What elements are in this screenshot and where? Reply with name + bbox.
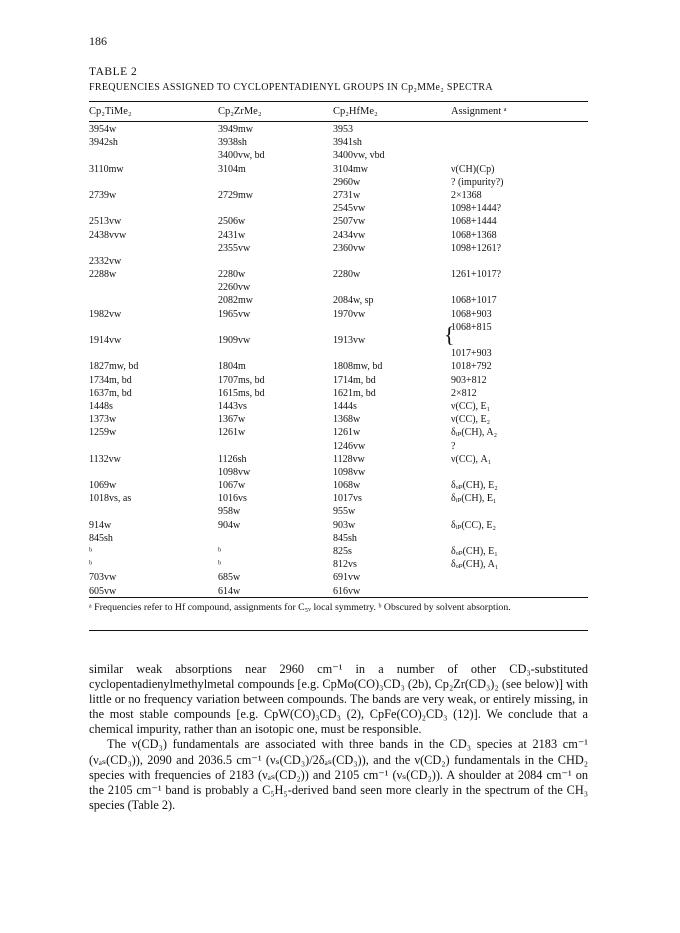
table-cell: 825s bbox=[333, 546, 352, 557]
table-row bbox=[89, 124, 588, 137]
table-cell: 1621m, bd bbox=[333, 387, 376, 399]
table-cell: 1068+1444 bbox=[451, 216, 497, 228]
table-cell: 1368w bbox=[333, 414, 361, 426]
table-cell: 3954w bbox=[89, 124, 117, 135]
table-cell: 2360vw bbox=[333, 242, 366, 254]
table-cell: 3400vw, bd bbox=[218, 150, 265, 162]
table-row bbox=[89, 190, 588, 203]
table-cell: 2332vw bbox=[89, 255, 122, 267]
table-cell: ? bbox=[451, 440, 456, 452]
table-cell: 2084w, sp bbox=[333, 295, 374, 307]
table-cell: 2434vw bbox=[333, 229, 366, 241]
table-cell: ᵇ bbox=[218, 559, 222, 571]
table-row bbox=[89, 256, 588, 269]
table-bottom-rule bbox=[89, 597, 588, 598]
table-cell: 1098vw bbox=[218, 466, 251, 478]
table-row bbox=[89, 520, 588, 533]
table-cell: 2739w bbox=[89, 189, 117, 201]
table-cell: 1913vw bbox=[333, 335, 366, 346]
table-cell: 2438vvw bbox=[89, 229, 127, 241]
table-cell: 1016vs bbox=[218, 493, 247, 505]
table-cell: 1068+903 bbox=[451, 308, 492, 320]
table-cell: 1734m, bd bbox=[89, 374, 132, 386]
table-cell: 1914vw bbox=[89, 335, 122, 346]
table-row bbox=[89, 493, 588, 506]
table-cell: 903+812 bbox=[451, 374, 487, 386]
table-cell: 2507vw bbox=[333, 216, 366, 228]
column-header-hf: Cp₂HfMe₂ bbox=[333, 106, 378, 117]
table-row bbox=[89, 388, 588, 401]
table-cell: 685w bbox=[218, 572, 241, 584]
table-label: TABLE 2 bbox=[89, 66, 138, 78]
column-header-zr: Cp₂ZrMe₂ bbox=[218, 106, 262, 117]
table-cell: 691vw bbox=[333, 572, 361, 584]
table-row bbox=[89, 177, 588, 190]
table-row bbox=[89, 348, 588, 361]
table-cell: 1069w bbox=[89, 480, 117, 492]
table-row bbox=[89, 164, 588, 177]
table-cell: 3941sh bbox=[333, 137, 362, 149]
table-row bbox=[89, 533, 588, 546]
table-row bbox=[89, 427, 588, 440]
table-cell: 1068+1368 bbox=[451, 229, 497, 241]
table-cell: 1261+1017? bbox=[451, 269, 502, 281]
table-footnote: ᵃ Frequencies refer to Hf compound, assignments for C₅ᵥ local symmetry. ᵇ Obscured by solvent absorption. bbox=[89, 602, 511, 613]
table-cell: 1367w bbox=[218, 414, 246, 426]
table-row bbox=[89, 572, 588, 585]
footnote-rule bbox=[89, 630, 588, 631]
table-cell: 1098+1261? bbox=[451, 242, 502, 254]
grouping-brace: { bbox=[444, 321, 455, 347]
table-cell: 1261w bbox=[333, 427, 361, 439]
table-row bbox=[89, 414, 588, 427]
table-cell: 1098vw bbox=[333, 466, 366, 478]
table-cell: 1261w bbox=[218, 427, 246, 439]
table-cell: 3938sh bbox=[218, 137, 247, 149]
table-cell: 955w bbox=[333, 506, 356, 518]
table-cell: δᵢₚ(CH), E₁ bbox=[451, 493, 497, 505]
table-cell: 2280w bbox=[218, 269, 246, 281]
table-cell: 2960w bbox=[333, 176, 361, 188]
table-cell: 1965vw bbox=[218, 308, 251, 320]
table-cell: ν(CC), A₁ bbox=[451, 453, 492, 465]
table-row bbox=[89, 137, 588, 150]
table-cell: 703vw bbox=[89, 572, 117, 584]
table-cell: 1827mw, bd bbox=[89, 361, 139, 373]
table-cell: 1246vw bbox=[333, 440, 366, 452]
table-row bbox=[89, 295, 588, 308]
table-top-rule bbox=[89, 101, 588, 102]
table-cell: 3104m bbox=[218, 163, 246, 175]
table-body bbox=[89, 124, 588, 599]
page-number: 186 bbox=[89, 34, 107, 48]
table-cell: 812vs bbox=[333, 559, 357, 571]
table-cell: 845sh bbox=[89, 532, 113, 544]
table-cell: 1444s bbox=[333, 400, 357, 412]
table-row bbox=[89, 243, 588, 256]
table-cell: 3942sh bbox=[89, 137, 118, 149]
table-cell: 1982vw bbox=[89, 308, 122, 320]
table-cell: 1707ms, bd bbox=[218, 374, 265, 386]
table-cell: ν(CC), E₁ bbox=[451, 400, 491, 412]
table-cell: 3953 bbox=[333, 124, 353, 135]
table-cell: 3110mw bbox=[89, 163, 124, 175]
table-cell: 1259w bbox=[89, 427, 117, 439]
table-cell: 605vw bbox=[89, 585, 117, 597]
table-cell: 2729mw bbox=[218, 189, 253, 201]
table-cell: 1067w bbox=[218, 480, 246, 492]
table-cell: 1017+903 bbox=[451, 348, 492, 360]
table-cell: 2431w bbox=[218, 229, 246, 241]
table-cell: 1637m, bd bbox=[89, 387, 132, 399]
table-row bbox=[89, 309, 588, 322]
body-paragraph: similar weak absorptions near 2960 cm⁻¹ in a number of other CD₃-substituted cyclopentadienylmethylmetal compounds [e.g. CpMo(CO)₃CD₃ (2b), Cp₂Zr(CD₃)₂ (see below)] with little or no frequency variation between compounds. The bands are very weak, or entirely missing, in the most stable compounds [e.g. CpW(CO)₃CD₃ (2), CpFe(CO)₂CD₃ (12)]. We conclude that a chemical impurity, rather than an isotopic one, must be responsible. bbox=[89, 662, 588, 737]
table-row bbox=[89, 480, 588, 493]
body-text bbox=[89, 662, 588, 813]
table-cell: 1068+1017 bbox=[451, 295, 497, 307]
table-row bbox=[89, 216, 588, 229]
table-cell: 1808mw, bd bbox=[333, 361, 383, 373]
table-row bbox=[89, 282, 588, 295]
table-row bbox=[89, 401, 588, 414]
table-cell: 2×812 bbox=[451, 387, 477, 399]
table-cell: ? (impurity?) bbox=[451, 176, 504, 188]
table-cell: 914w bbox=[89, 519, 112, 531]
table-cell: 903w bbox=[333, 519, 356, 531]
table-row bbox=[89, 559, 588, 572]
table-cell: 958w bbox=[218, 506, 241, 518]
table-cell: δₒₚ(CH), A₁ bbox=[451, 559, 499, 571]
table-row bbox=[89, 203, 588, 216]
table-cell: 845sh bbox=[333, 532, 357, 544]
table-header-row bbox=[89, 104, 588, 120]
body-paragraph: The ν(CD₃) fundamentals are associated with three bands in the CD₃ species at 2183 cm⁻¹ (νₐₛ(CD₃)), 2090 and 2036.5 cm⁻¹ (νₛ(CD₃)/2δₐₛ(CD₃)), and the ν(CD₂) fundamentals in the CHD₂ species with frequencies of 2183 (νₐₛ(CD₂)) and 2105 cm⁻¹ (νₛ(CD₂)). A shoulder at 2084 cm⁻¹ on the 2105 cm⁻¹ band is probably a C₅H₅-derived band seen more clearly in the spectrum of the CH₃ species (Table 2). bbox=[89, 737, 588, 812]
table-cell: 1615ms, bd bbox=[218, 387, 265, 399]
table-row bbox=[89, 335, 588, 348]
table-cell: 904w bbox=[218, 519, 241, 531]
table-cell: 2×1368 bbox=[451, 189, 482, 201]
table-row bbox=[89, 546, 588, 559]
table-cell: 2082mw bbox=[218, 295, 253, 307]
table-cell: 2513vw bbox=[89, 216, 122, 228]
table-cell: 1714m, bd bbox=[333, 374, 376, 386]
table-row bbox=[89, 150, 588, 163]
table-cell: 2288w bbox=[89, 269, 117, 281]
table-row bbox=[89, 361, 588, 374]
table-cell: 2506w bbox=[218, 216, 246, 228]
table-cell: 1068w bbox=[333, 480, 361, 492]
table-cell: 1018vs, as bbox=[89, 493, 132, 505]
table-cell: 1373w bbox=[89, 414, 117, 426]
table-row bbox=[89, 441, 588, 454]
table-cell: ν(CH)(Cp) bbox=[451, 163, 495, 175]
column-header-assignment: Assignment ᵃ bbox=[451, 106, 507, 117]
table-cell: 1132vw bbox=[89, 453, 121, 465]
table-caption: FREQUENCIES ASSIGNED TO CYCLOPENTADIENYL GROUPS IN Cp₂MMe₂ SPECTRA bbox=[89, 82, 493, 93]
table-row bbox=[89, 467, 588, 480]
table-cell: 616vw bbox=[333, 585, 361, 597]
table-cell: δₒₚ(CH), E₂ bbox=[451, 480, 498, 492]
table-cell: 1068+815 bbox=[451, 321, 492, 333]
table-cell: 1443vs bbox=[218, 400, 247, 412]
table-cell: 1804m bbox=[218, 361, 246, 373]
table-header-rule bbox=[89, 121, 588, 122]
table-cell: 1126sh bbox=[218, 453, 247, 465]
table-cell: 1018+792 bbox=[451, 361, 492, 373]
table-row bbox=[89, 454, 588, 467]
table-cell: ᵇ bbox=[218, 546, 222, 557]
table-cell: 614w bbox=[218, 585, 241, 597]
column-header-ti: Cp₂TiMe₂ bbox=[89, 106, 132, 117]
table-cell: δₒₚ(CH), E₁ bbox=[451, 546, 498, 557]
table-cell: ᵇ bbox=[89, 559, 93, 571]
table-row bbox=[89, 375, 588, 388]
table-row bbox=[89, 269, 588, 282]
table-cell: 1448s bbox=[89, 400, 113, 412]
table-cell: 3949mw bbox=[218, 124, 253, 135]
table-cell: 1970vw bbox=[333, 308, 366, 320]
table-cell: 2731w bbox=[333, 189, 361, 201]
table-cell: 1909vw bbox=[218, 335, 251, 346]
table-cell: 3400vw, vbd bbox=[333, 150, 385, 162]
table-cell: 2355vw bbox=[218, 242, 251, 254]
table-cell: 1017vs bbox=[333, 493, 362, 505]
table-row bbox=[89, 230, 588, 243]
table-cell: 3104mw bbox=[333, 163, 368, 175]
table-cell: δᵢₚ(CC), E₂ bbox=[451, 519, 496, 531]
table-cell: 1128vw bbox=[333, 453, 365, 465]
table-cell: ᵇ bbox=[89, 546, 93, 557]
table-cell: 1098+1444? bbox=[451, 203, 502, 215]
table-cell: 2280w bbox=[333, 269, 361, 281]
table-cell: δᵢₚ(CH), A₂ bbox=[451, 427, 498, 439]
table-cell: 2260vw bbox=[218, 282, 251, 294]
table-cell: 2545vw bbox=[333, 203, 366, 215]
table-cell: ν(CC), E₂ bbox=[451, 414, 491, 426]
table-row bbox=[89, 506, 588, 519]
